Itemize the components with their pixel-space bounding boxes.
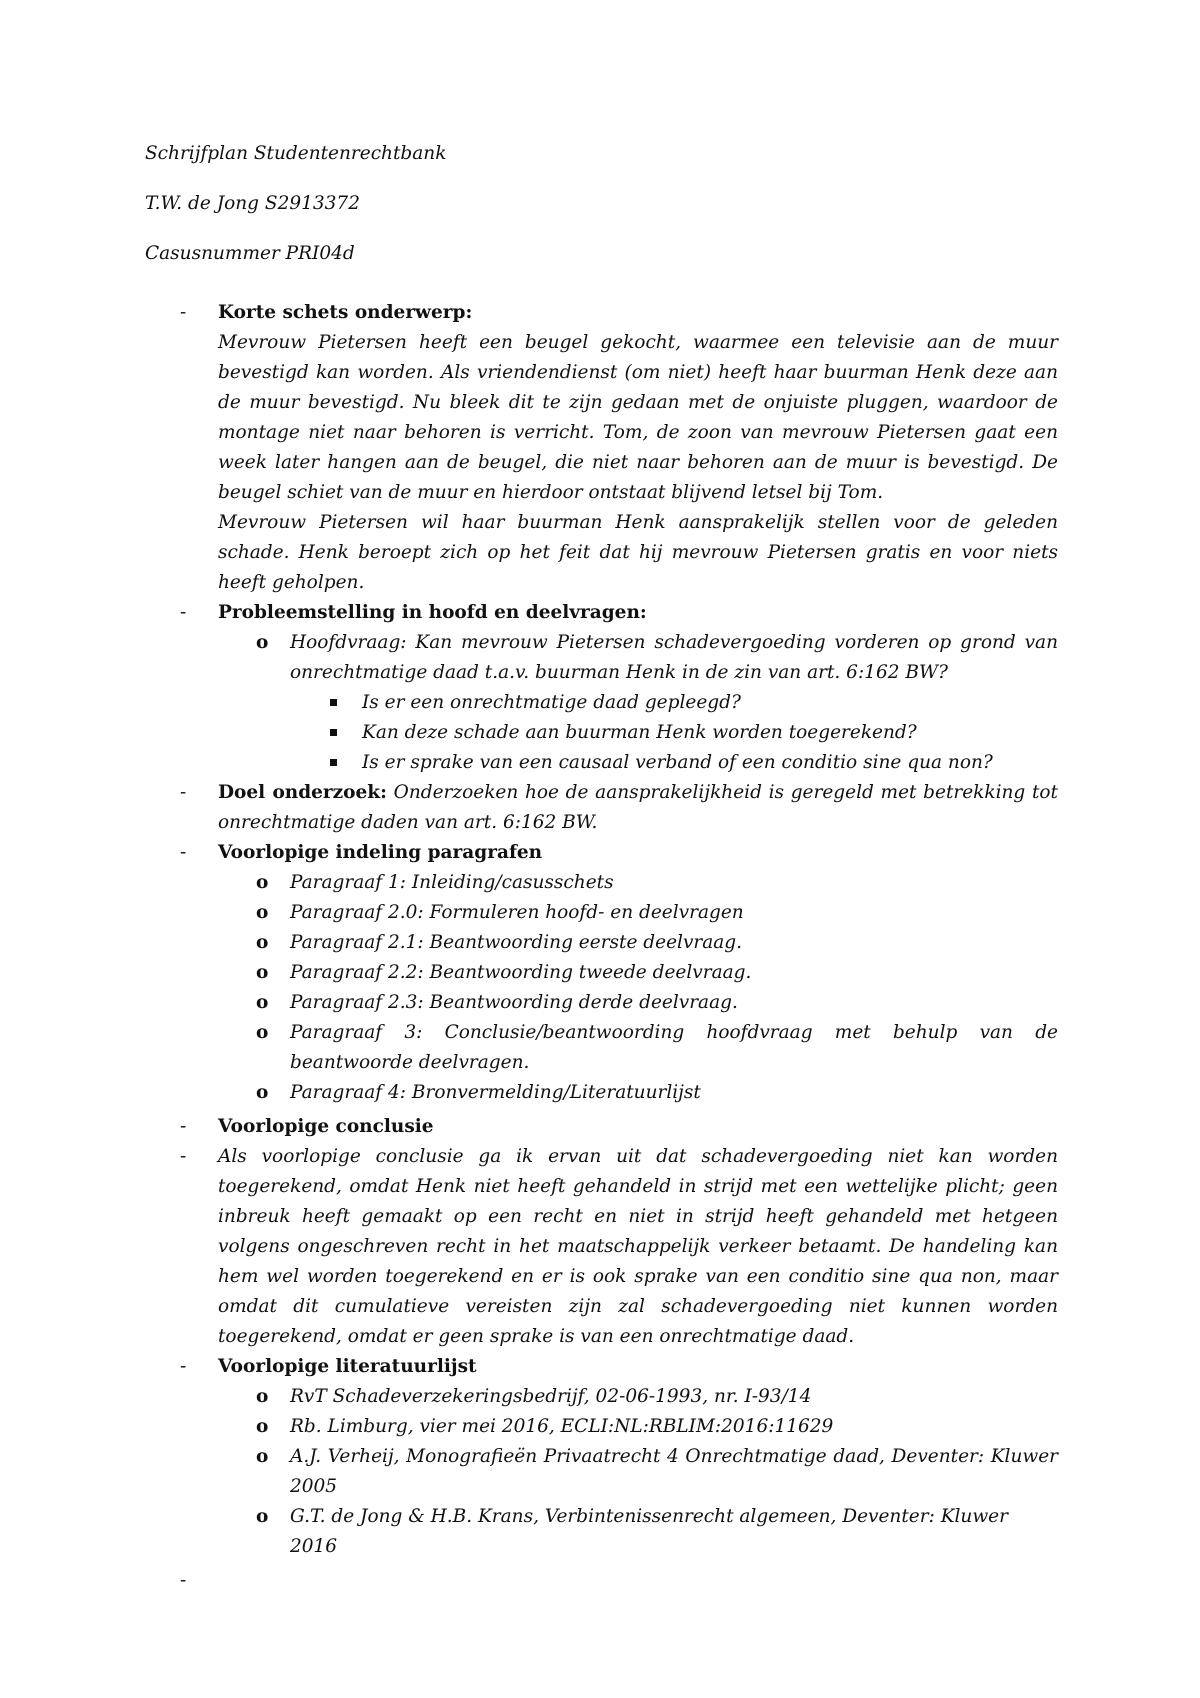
dash-bullet: - <box>180 602 187 623</box>
document-body <box>180 298 1058 1596</box>
paragraaf-item: Paragraaf 2.2: Beantwoording tweede deelvraag. <box>290 962 752 983</box>
circle-bullet: o <box>256 872 269 893</box>
schets-heading: Korte schets onderwerp: <box>218 302 473 323</box>
circle-bullet: o <box>256 1082 269 1103</box>
square-bullet <box>330 729 337 736</box>
dash-bullet: - <box>180 842 187 863</box>
circle-bullet: o <box>256 1446 269 1467</box>
list-item <box>180 748 1058 778</box>
deelvraag-text: Kan deze schade aan buurman Henk worden toegerekend? <box>362 722 917 743</box>
list-item <box>180 988 1058 1018</box>
probleem-heading: Probleemstelling in hoofd en deelvragen: <box>218 602 647 623</box>
list-item <box>180 1502 1058 1562</box>
circle-bullet: o <box>256 1022 269 1043</box>
paragraaf-item: Paragraaf 3: Conclusie/beantwoording hoofdvraag met behulp van de beantwoorde deelvragen. <box>290 1022 1058 1073</box>
list-item <box>180 1412 1058 1442</box>
schets-paragraph-2: Mevrouw Pietersen wil haar buurman Henk aansprakelijk stellen voor de geleden schade. Henk beroept zich op het feit dat hij mevrouw Pietersen gratis en voor niets heeft geholpen. <box>218 512 1058 593</box>
empty-bullet-item <box>180 1566 1058 1596</box>
section-probleemstelling <box>180 598 1058 628</box>
list-item <box>180 1382 1058 1412</box>
conclusie-text: Als voorlopige conclusie ga ik ervan uit dat schadevergoeding niet kan worden toegerekend, omdat Henk niet heeft gehandeld in strijd met een wettelijke plicht; geen inbreuk heeft gemaakt op een recht en niet in strijd heeft gehandeld met hetgeen volgens ongeschreven recht in het maatschappelijk verkeer betaamt. De handeling kan hem wel worden toegerekend en er is ook sprake van een conditio sine qua non, maar omdat dit cumulatieve vereisten zijn zal schadevergoeding niet kunnen worden toegerekend, omdat er geen sprake is van een onrechtmatige daad. <box>218 1146 1058 1347</box>
doel-text: Onderzoeken hoe de aansprakelijkheid is geregeld met betrekking tot onrechtmatige daden van art. 6:162 BW. <box>218 782 1058 833</box>
circle-bullet: o <box>256 632 269 653</box>
section-doel <box>180 778 1058 838</box>
document-title: Schrijfplan Studentenrechtbank <box>145 143 447 164</box>
circle-bullet: o <box>256 1386 269 1407</box>
doel-heading: Doel onderzoek: <box>218 782 387 803</box>
dash-bullet: - <box>180 1116 187 1137</box>
hoofdvraag-text: Hoofdvraag: Kan mevrouw Pietersen schadevergoeding vorderen op grond van onrechtmatige daad t.a.v. buurman Henk in de zin van art. 6:162 BW? <box>290 632 1058 683</box>
section-conclusie <box>180 1112 1058 1142</box>
paragraaf-item: Paragraaf 2.1: Beantwoording eerste deelvraag. <box>290 932 743 953</box>
dash-bullet: - <box>180 1570 187 1591</box>
list-item <box>180 1078 1058 1108</box>
literatuur-item: G.T. de Jong & H.B. Krans, Verbintenissenrecht algemeen, Deventer: Kluwer 2016 <box>290 1506 1008 1557</box>
circle-bullet: o <box>256 962 269 983</box>
deelvraag-text: Is er sprake van een causaal verband of een conditio sine qua non? <box>362 752 993 773</box>
section-conclusie-text <box>180 1142 1058 1352</box>
paragraaf-item: Paragraaf 2.0: Formuleren hoofd- en deelvragen <box>290 902 744 923</box>
section-schets <box>180 298 1058 598</box>
circle-bullet: o <box>256 992 269 1013</box>
circle-bullet: o <box>256 932 269 953</box>
literatuur-item: Rb. Limburg, vier mei 2016, ECLI:NL:RBLIM:2016:11629 <box>290 1416 834 1437</box>
schets-paragraph-1: Mevrouw Pietersen heeft een beugel gekocht, waarmee een televisie aan de muur bevestigd kan worden. Als vriendendienst (om niet) heeft haar buurman Henk deze aan de muur bevestigd. Nu bleek dit te zijn gedaan met de onjuiste pluggen, waardoor de montage niet naar behoren is verricht. Tom, de zoon van mevrouw Pietersen gaat een week later hangen aan de beugel, die niet naar behoren aan de muur is bevestigd. De beugel schiet van de muur en hierdoor ontstaat blijvend letsel bij Tom. <box>218 332 1058 503</box>
section-indeling <box>180 838 1058 868</box>
student-name: T.W. de Jong S2913372 <box>145 193 360 214</box>
dash-bullet: - <box>180 1356 187 1377</box>
paragraaf-item: Paragraaf 1: Inleiding/casusschets <box>290 872 614 893</box>
deelvragen-list <box>180 688 1058 778</box>
square-bullet <box>330 699 337 706</box>
literatuur-item: RvT Schadeverzekeringsbedrijf, 02-06-1993, nr. I-93/14 <box>290 1386 812 1407</box>
paragraaf-item: Paragraaf 2.3: Beantwoording derde deelvraag. <box>290 992 738 1013</box>
circle-bullet: o <box>256 1416 269 1437</box>
list-item <box>180 958 1058 988</box>
list-item <box>180 898 1058 928</box>
case-number: Casusnummer PRI04d <box>145 243 355 264</box>
list-item <box>180 628 1058 688</box>
list-item <box>180 718 1058 748</box>
list-item <box>180 688 1058 718</box>
list-item <box>180 868 1058 898</box>
deelvraag-text: Is er een onrechtmatige daad gepleegd? <box>362 692 741 713</box>
literatuur-heading: Voorlopige literatuurlijst <box>218 1356 477 1377</box>
dash-bullet: - <box>180 782 187 803</box>
list-item <box>180 928 1058 958</box>
section-literatuur <box>180 1352 1058 1382</box>
literatuur-list <box>180 1382 1058 1562</box>
dash-bullet: - <box>180 302 187 323</box>
indeling-list <box>180 868 1058 1108</box>
hoofdvraag-list <box>180 628 1058 688</box>
dash-bullet: - <box>180 1146 187 1167</box>
conclusie-heading: Voorlopige conclusie <box>218 1116 434 1137</box>
literatuur-item: A.J. Verheij, Monografieën Privaatrecht 4 Onrechtmatige daad, Deventer: Kluwer 2005 <box>290 1446 1058 1497</box>
circle-bullet: o <box>256 902 269 923</box>
indeling-heading: Voorlopige indeling paragrafen <box>218 842 543 863</box>
square-bullet <box>330 759 337 766</box>
circle-bullet: o <box>256 1506 269 1527</box>
paragraaf-item: Paragraaf 4: Bronvermelding/Literatuurlijst <box>290 1082 701 1103</box>
list-item <box>180 1442 1058 1502</box>
list-item <box>180 1018 1058 1078</box>
